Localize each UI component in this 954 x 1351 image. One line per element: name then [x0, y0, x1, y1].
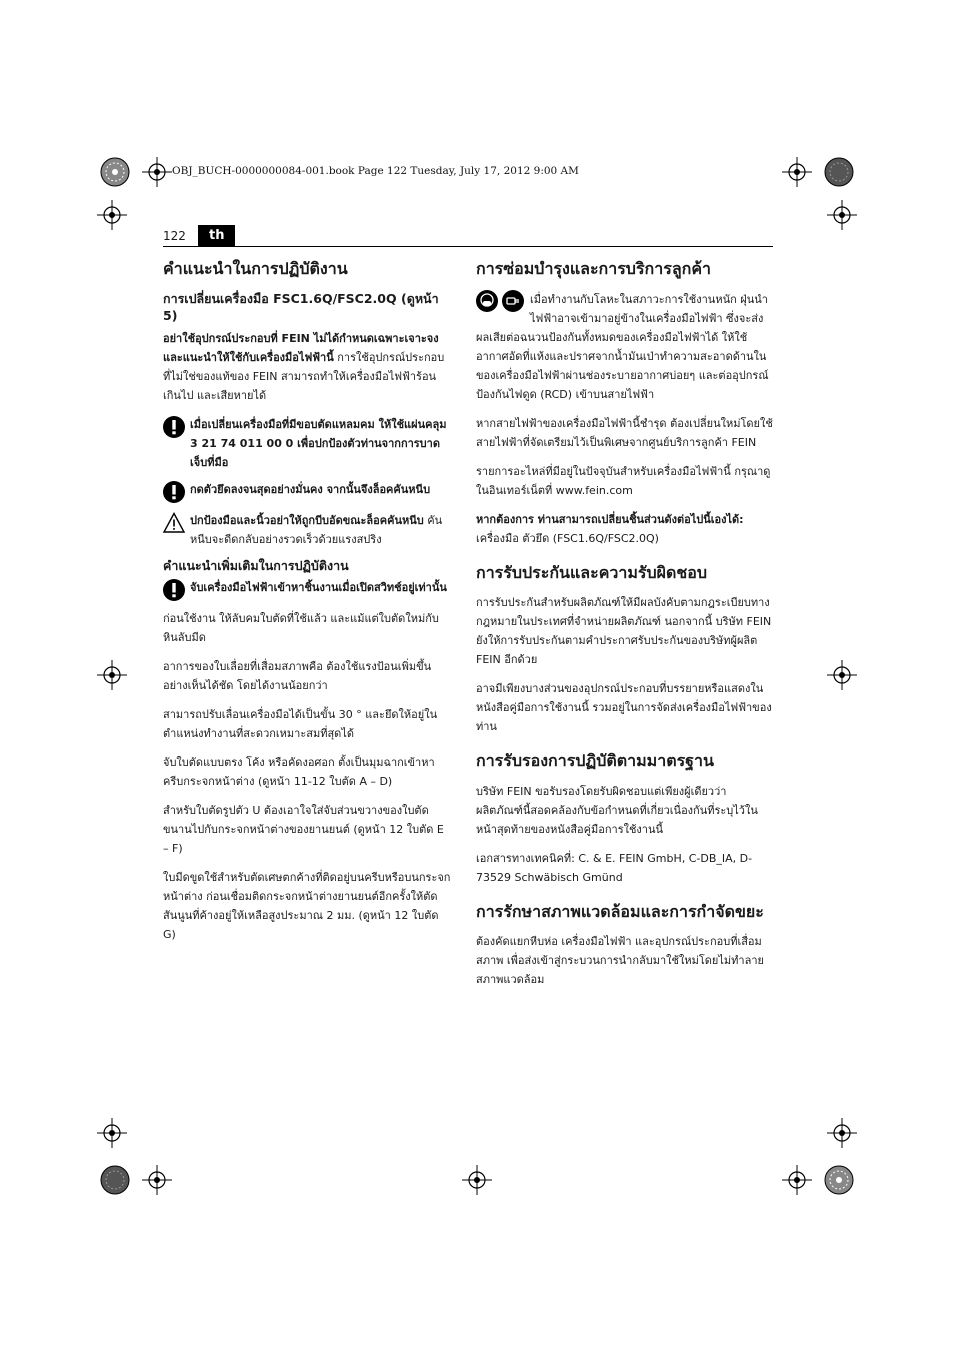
crosshair-icon — [142, 157, 172, 187]
warranty-paragraph: การรับประกันสำหรับผลิตภัณฑ์ให้มีผลบังคับตามกฎระเบียบทางกฎหมายในประเทศที่จำหน่ายผลิตภัณฑ์ นอกจากนี้ บริษัท FEIN ยังให้การรับประกันตามคำประกาศรับประกันของบริษัทผู้ผลิต FEIN อีกด้วย — [476, 596, 772, 667]
caution-rest: คันหนีบจะดีดกลับอย่างรวดเร็วด้วยแรงสปริง — [190, 513, 443, 546]
service-paragraph: หากสายไฟฟ้าของเครื่องมือไฟฟ้านี้ชำรุด ต้องเปลี่ยนใหม่โดยใช้สายไฟฟ้าที่จัดเตรียมไว้เป็นพิเศษจากศูนย์บริการลูกค้า FEIN — [476, 416, 773, 449]
warning-cover-plate — [163, 415, 451, 472]
color-wheel-icon — [824, 1165, 854, 1195]
tip-paragraph: สำหรับใบตัดรูปตัว U ต้องเอาใจใส่จับส่วนขวางของใบตัดขนานไปกับกระจกหน้าต่างของยานยนต์ (ดูหน้า 12 ใบตัด E – F) — [163, 804, 444, 856]
service-text: เมื่อทำงานกับโลหะในสภาวะการใช้งานหนัก ฝุ่นนำไฟฟ้าอาจเข้ามาอยู่ข้างในเครื่องมือไฟฟ้า ซึ่งจะส่งผลเสียต่อฉนวนป้องกันทั้งหมดของเครื่องมือไฟฟ้าได้ ให้ใช้อากาศอัดที่แห้งและปราศจากน้ำมันเป่าทำความสะอาดด้านในของเครื่องมือไฟฟ้าผ่านช่องระบายอากาศบ่อยๆ และต่ออุปกรณ์ป้องกันไฟดูด (RCD) เข้าบนสายไฟฟ้า — [476, 292, 769, 401]
crosshair-icon — [142, 1165, 172, 1195]
crosshair-icon — [97, 200, 127, 230]
crosshair-icon — [97, 660, 127, 690]
mains-plug-icon — [502, 290, 524, 312]
language-tab: th — [198, 225, 235, 246]
environment-paragraph: ต้องคัดแยกหีบห่อ เครื่องมือไฟฟ้า และอุปกรณ์ประกอบที่เสื่อมสภาพ เพื่อส่งเข้าสู่กระบวนการนำกลับมาใช้ใหม่โดยไม่ทำลายสภาพแวดล้อม — [476, 935, 764, 987]
warning-text: กดตัวยึดลงจนสุดอย่างมั่นคง จากนั้นจึงล็อคคันหนีบ — [190, 482, 431, 496]
exclamation-circle-icon — [163, 579, 185, 601]
crosshair-icon — [782, 157, 812, 187]
conformity-paragraph: เอกสารทางเทคนิคที่: C. & E. FEIN GmbH, C-DB_IA, D-73529 Schwäbisch Gmünd — [476, 851, 753, 884]
right-column — [476, 258, 773, 999]
warranty-paragraph: อาจมีเพียงบางส่วนของอุปกรณ์ประกอบที่บรรยายหรือแสดงในหนังสือคู่มือการใช้งานนี้ รวมอยู่ในการจัดส่งเครื่องมือไฟฟ้าของท่าน — [476, 682, 772, 734]
conformity-paragraph: บริษัท FEIN ขอรับรองโดยรับผิดชอบแต่เพียงผู้เดียวว่า ผลิตภัณฑ์นี้สอดคล้องกับข้อกำหนดที่เกี่ยวเนื่องกันที่ระบุไว้ในหน้าสุดท้ายของหนังสือคู่มือการใช้งานนี้ — [476, 784, 758, 836]
crosshair-icon — [827, 200, 857, 230]
tip-paragraph: ก่อนใช้งาน ให้ลับคมใบตัดที่ใช้แล้ว และแม้แต่ใบตัดใหม่กับหินลับมีด — [163, 612, 439, 645]
service-paragraph — [476, 510, 773, 548]
tip-paragraph: อาการของใบเลื่อยที่เสื่อมสภาพคือ ต้องใช้แรงป้อนเพิ่มขึ้นอย่างเห็นได้ชัด โดยได้งานน้อยกว่า — [163, 660, 432, 693]
page-number: 122 — [163, 229, 186, 243]
crosshair-icon — [462, 1165, 492, 1195]
file-info-line: OBJ_BUCH-0000000084-001.book Page 122 Tuesday, July 17, 2012 9:00 AM — [172, 165, 579, 177]
warning-triangle-icon — [163, 512, 185, 534]
warning-switch-on — [163, 578, 451, 601]
crosshair-icon — [97, 1118, 127, 1148]
crosshair-icon — [827, 660, 857, 690]
warning-text: เมื่อเปลี่ยนเครื่องมือที่มีขอบตัดแหลมคม ให้ใช้แผ่นคลุม 3 21 74 011 00 0 เพื่อปกป้องตัวท่านจากการบาดเจ็บที่มือ — [190, 417, 447, 469]
section-title-warranty: การรับประกันและความรับผิดชอบ — [476, 562, 708, 582]
exclamation-circle-icon — [163, 416, 185, 438]
warning-text: จับเครื่องมือไฟฟ้าเข้าหาชิ้นงานเมื่อเปิดสวิทช์อยู่เท่านั้น — [190, 581, 447, 595]
color-wheel-icon — [824, 157, 854, 187]
spare-parts-list: เครื่องมือ ตัวยึด (FSC1.6Q/FSC2.0Q) — [476, 531, 659, 545]
color-wheel-icon — [100, 157, 130, 187]
section-title-operating: คำแนะนำในการปฏิบัติงาน — [163, 259, 348, 278]
left-column — [163, 258, 451, 954]
section-title-service: การซ่อมบำรุงและการบริการลูกค้า — [476, 259, 711, 278]
exclamation-circle-icon — [163, 481, 185, 503]
caution-bold: ปกป้องมือและนิ้วอย่าให้ถูกบีบอัดขณะล็อคคันหนีบ — [190, 513, 424, 527]
section-title-conformity: การรับรองการปฏิบัติตามมาตรฐาน — [476, 751, 714, 771]
service-paragraph — [476, 290, 773, 404]
intro-bold: อย่าใช้อุปกรณ์ประกอบที่ FEIN ไม่ได้กำหนดเฉพาะเจาะจง และแนะนำให้ใช้กับเครื่องมือไฟฟ้านี้ — [163, 331, 439, 364]
tip-paragraph: ใบมีดขูดใช้สำหรับตัดเศษตกค้างที่ติดอยู่บนครีบหรือบนกระจกหน้าต่าง ก่อนเชื่อมติดกระจกหน้าต่างยานยนต์อีกครั้งให้ตัดสันนูนที่ค้างอยู่ให้เหลือสูงประมาณ 2 มม. (ดูหน้า 12 ใบตัด G) — [163, 871, 451, 942]
color-wheel-icon — [100, 1165, 130, 1195]
warning-press-down — [163, 480, 451, 503]
intro-rest: การใช้อุปกรณ์ประกอบที่ไม่ใช่ของแท้ของ FEIN สามารถทำให้เครื่องมือไฟฟ้าร้อนเกินไป และเสียหายได้ — [163, 350, 445, 402]
crosshair-icon — [782, 1165, 812, 1195]
caution-pinch — [163, 511, 451, 549]
service-paragraph: รายการอะไหล่ที่มีอยู่ในปัจจุบันสำหรับเครื่องมือไฟฟ้านี้ กรุณาดูในอินเทอร์เน็ตที่ www.fein.com — [476, 464, 771, 497]
tip-paragraph: จับใบตัดแบบตรง โค้ง หรือคัดงอศอก ตั้งเป็นมุมฉากเข้าหาครีบกระจกหน้าต่าง (ดูหน้า 11-12 ใบตัด A – D) — [163, 756, 435, 789]
tip-paragraph: สามารถปรับเลื่อนเครื่องมือได้เป็นขั้น 30 ° และยึดให้อยู่ในตำแหน่งทำงานที่สะดวกเหมาะสมที่สุดได้ — [163, 708, 438, 741]
heading-additional-tips: คำแนะนำเพิ่มเติมในการปฏิบัติงาน — [163, 557, 349, 573]
header-rule — [163, 246, 773, 247]
section-title-environment: การรักษาสภาพแวดล้อมและการกำจัดขยะ — [476, 901, 764, 921]
spare-parts-bold: หากต้องการ ท่านสามารถเปลี่ยนชิ้นส่วนดังต่อไปนี้เองได้: — [476, 512, 744, 526]
crosshair-icon — [827, 1118, 857, 1148]
tool-change-intro — [163, 329, 451, 405]
dust-mask-icon — [476, 290, 498, 312]
heading-tool-change: การเปลี่ยนเครื่องมือ FSC1.6Q/FSC2.0Q (ดูหน้า 5) — [163, 290, 439, 324]
